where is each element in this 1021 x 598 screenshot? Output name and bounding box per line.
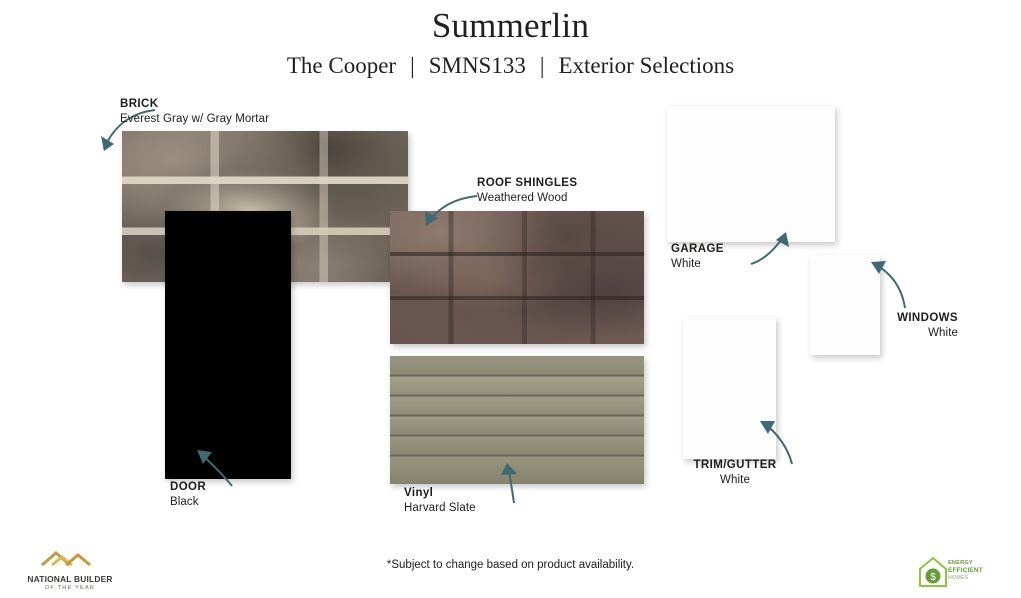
arrow-garage-icon bbox=[745, 222, 800, 270]
plan-name: The Cooper bbox=[286, 53, 397, 78]
label-roof-value: Weathered Wood bbox=[477, 192, 568, 204]
label-vinyl-title: Vinyl bbox=[404, 487, 434, 499]
energy-efficient-homes-logo bbox=[918, 552, 1004, 590]
label-vinyl bbox=[404, 486, 476, 516]
label-windows-value: White bbox=[928, 327, 958, 339]
section-name: Exterior Selections bbox=[558, 53, 735, 78]
logo-left-sub: OF THE YEAR bbox=[44, 585, 96, 591]
logo-right-line1: ENERGY bbox=[948, 560, 973, 566]
label-brick-value: Everest Gray w/ Gray Mortar bbox=[120, 113, 270, 125]
label-windows-title: WINDOWS bbox=[897, 312, 958, 324]
label-roof-title: ROOF SHINGLES bbox=[477, 177, 578, 189]
green-house-icon bbox=[918, 555, 948, 589]
label-roof-shingles bbox=[477, 176, 577, 206]
label-garage-title: GARAGE bbox=[671, 243, 724, 255]
plan-code: SMNS133 bbox=[428, 53, 526, 78]
page-title: Summerlin bbox=[431, 6, 590, 45]
arrow-vinyl-icon bbox=[490, 455, 535, 507]
label-trim-title: TRIM/GUTTER bbox=[693, 459, 777, 471]
label-door-title: DOOR bbox=[170, 481, 207, 493]
swatch-door bbox=[165, 211, 291, 479]
label-door-value: Black bbox=[170, 496, 199, 508]
label-trim-value: White bbox=[720, 474, 750, 486]
svg-text:$: $ bbox=[930, 572, 936, 583]
arrow-roof-icon bbox=[405, 190, 485, 240]
logo-left-name: NATIONAL BUILDER bbox=[27, 574, 113, 584]
disclaimer-text: *Subject to change based on product availability. bbox=[386, 559, 635, 571]
national-builder-logo bbox=[22, 548, 118, 590]
label-door bbox=[170, 480, 206, 510]
label-windows bbox=[828, 311, 958, 341]
arrow-windows-icon bbox=[855, 253, 915, 315]
label-garage bbox=[671, 242, 724, 272]
separator-1: | bbox=[410, 53, 415, 78]
separator-2: | bbox=[539, 53, 545, 78]
logo-right-line3: HOMES bbox=[948, 575, 969, 581]
label-vinyl-value: Harvard Slate bbox=[404, 502, 476, 514]
label-brick bbox=[120, 97, 269, 127]
logo-right-line2: EFFICIENT bbox=[948, 567, 983, 574]
label-garage-value: White bbox=[671, 258, 701, 270]
label-trim-gutter bbox=[688, 458, 782, 488]
label-brick-title: BRICK bbox=[120, 98, 159, 110]
roof-mark-icon bbox=[22, 548, 118, 568]
document-header bbox=[0, 0, 1021, 80]
subtitle-row bbox=[0, 52, 1021, 80]
